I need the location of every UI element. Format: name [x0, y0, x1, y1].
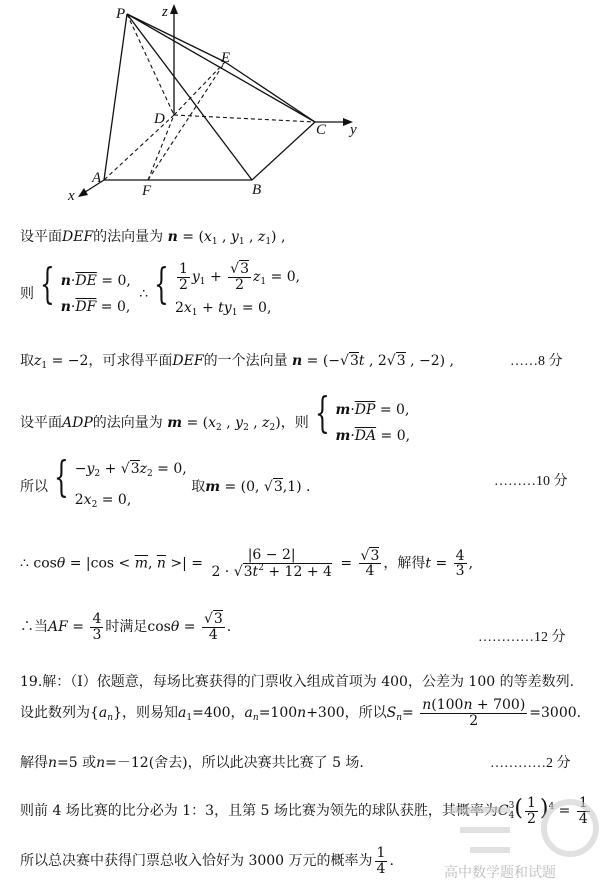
label-d: D: [154, 111, 165, 127]
line-system-def: 则 { $n\cdot\overline{DE} = 0$, $n\cdot\overline{DF} = 0$, ∴ { $\frac{1}{2}$ $y_1$ + $\frac{√3}{2}$ $z_1 = 0$, $2x_1 + ty_1 = 0$,: [20, 259, 301, 319]
line-af: ∴当AF = $\frac{4}{3}$ 时满足cosθ = $\frac{√3}{4}$ .: [20, 611, 232, 643]
label-b: B: [252, 182, 262, 198]
line-probability: 则前 4 场比赛的比分必为 1：3，且第 5 场比赛为领先的球队获胜，其概率为C 3 4 ( $\frac{1}{2}$ )$^4$ = $\frac{1}{4}$: [20, 795, 588, 827]
line-normal-def: 设平面DEF的法向量为 $n = (x_1$ , $y_1$ , $z_1$) ,: [20, 229, 286, 247]
score-8: ……8 分: [510, 354, 563, 369]
score-10: ………10 分: [494, 474, 568, 489]
line-solve-n: 解得n=5 或n=－12(舍去)，所以此决赛共比赛了 5 场.: [20, 755, 364, 771]
label-f: F: [142, 183, 152, 199]
line-cos-theta: ∴ $\cos\theta = |\cos < \overline{m}$, $\overline{n}$ >| = $\frac{|6 - 2|}{2 \cdot √3t^2 + 12 + 4}$ = $\frac{√3}{4}$ ，解得t = $\frac{4}{3}$ ,: [20, 547, 474, 580]
line-normal-adp: 设平面ADP的法向量为 $m = (x_2$ , $y_2$ , $z_2$)，则 { $m\cdot\overline{DP} = 0$, $m\cdot\overline{DA} = 0$,: [20, 388, 411, 444]
label-p: P: [116, 6, 126, 22]
watermark-logo: [430, 780, 610, 880]
label-a: A: [92, 170, 102, 186]
score-2: …………2 分: [490, 756, 571, 771]
watermark: 高中数学题和试题: [444, 865, 556, 881]
line-sequence: 设此数列为$\{a_n\}$，则易知$a_1=400$，$a_n=100n+300$，所以$S_n=$ $\frac{n(100n + 700)}{2}$ =3000.: [20, 697, 582, 729]
geometry-figure: [60, 0, 380, 205]
label-z: z: [162, 4, 168, 20]
line-19-intro: 19.解：（Ⅰ）依题意，每场比赛获得的门票收入组成首项为 400，公差为 100 的等差数列.: [20, 674, 575, 690]
line-system-adp: 所以 { $-y_2 + √3z_2 = 0$, $2x_2 = 0$, 取m = (0, √3,1) .: [20, 452, 311, 510]
line-final: 所以总决赛中获得门票总收入恰好为 3000 万元的概率为 $\frac{1}{4}$ .: [20, 845, 394, 877]
label-c: C: [316, 122, 327, 138]
score-12: …………12 分: [478, 630, 566, 645]
label-x: x: [68, 188, 75, 204]
label-y: y: [350, 122, 357, 138]
line-take-z1: 取$z_1 = -2$，可求得平面DEF的一个法向量 n = (−√3t , 2√3 , −2) ,: [20, 353, 454, 371]
label-e: E: [221, 50, 231, 66]
